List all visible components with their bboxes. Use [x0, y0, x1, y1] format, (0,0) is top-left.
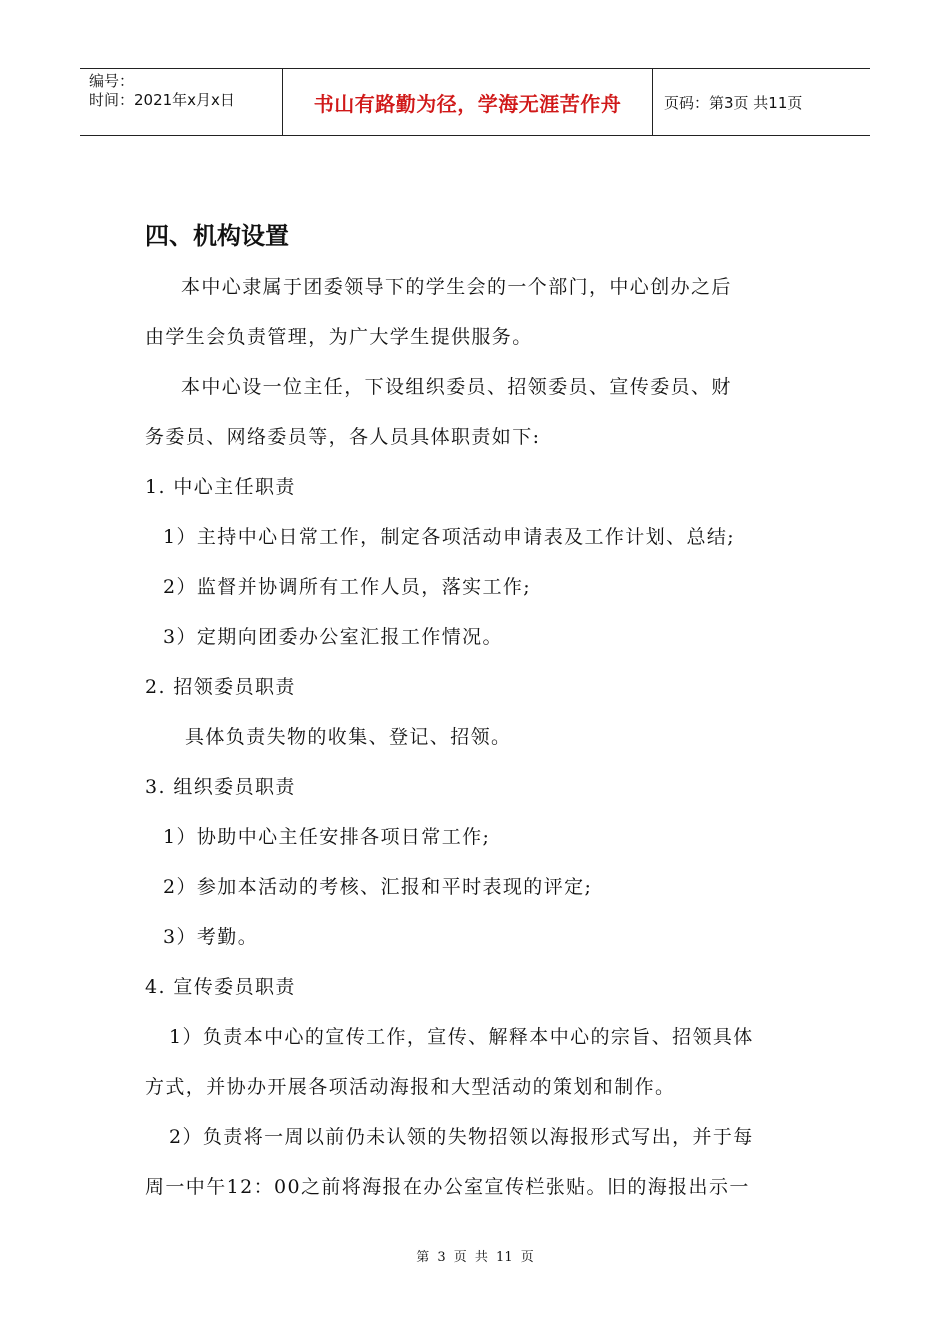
list-heading: 4. 宣传委员职责: [145, 976, 296, 998]
paragraph-line: 本中心设一位主任，下设组织委员、招领委员、宣传委员、财: [181, 376, 732, 398]
list-item: 1）负责本中心的宣传工作，宣传、解释本中心的宗旨、招领具体: [169, 1026, 754, 1048]
list-item: 具体负责失物的收集、登记、招领。: [185, 726, 512, 748]
list-item: 2）监督并协调所有工作人员，落实工作;: [163, 576, 532, 598]
paragraph-line: 由学生会负责管理，为广大学生提供服务。: [145, 326, 533, 348]
page-footer: 第 3 页 共 11 页: [416, 1250, 534, 1265]
list-item: 1）协助中心主任安排各项日常工作;: [163, 826, 491, 848]
list-item: 3）定期向团委办公室汇报工作情况。: [163, 626, 503, 648]
time-label: 时间：2021年x月x日: [89, 91, 235, 109]
list-heading: 2. 招领委员职责: [145, 676, 296, 698]
list-item: 1）主持中心日常工作，制定各项活动申请表及工作计划、总结;: [163, 526, 736, 548]
paragraph-line: 本中心隶属于团委领导下的学生会的一个部门，中心创办之后: [181, 276, 732, 298]
document-body: [145, 212, 810, 1212]
section-title: 四、机构设置: [145, 222, 289, 250]
list-item: 2）负责将一周以前仍未认领的失物招领以海报形式写出，并于每: [169, 1126, 754, 1148]
header-page-cell: [653, 69, 870, 135]
list-item: 3）考勤。: [163, 926, 259, 948]
list-item: 2）参加本活动的考核、汇报和平时表现的评定;: [163, 876, 593, 898]
header-motto-cell: [283, 69, 653, 135]
list-heading: 3. 组织委员职责: [145, 776, 296, 798]
header-meta-cell: [80, 69, 283, 135]
list-heading: 1. 中心主任职责: [145, 476, 296, 498]
paragraph-line: 方式，并协办开展各项活动海报和大型活动的策划和制作。: [145, 1076, 676, 1098]
paragraph-line: 周一中午12：00之前将海报在办公室宣传栏张贴。旧的海报出示一: [145, 1176, 750, 1198]
page-info: 页码：第3页 共11页: [664, 93, 803, 112]
motto-text: 书山有路勤为径，学海无涯苦作舟: [313, 91, 622, 116]
number-label: 编号：: [89, 72, 135, 90]
document-header: [80, 68, 870, 136]
paragraph-line: 务委员、网络委员等，各人员具体职责如下:: [145, 426, 541, 448]
